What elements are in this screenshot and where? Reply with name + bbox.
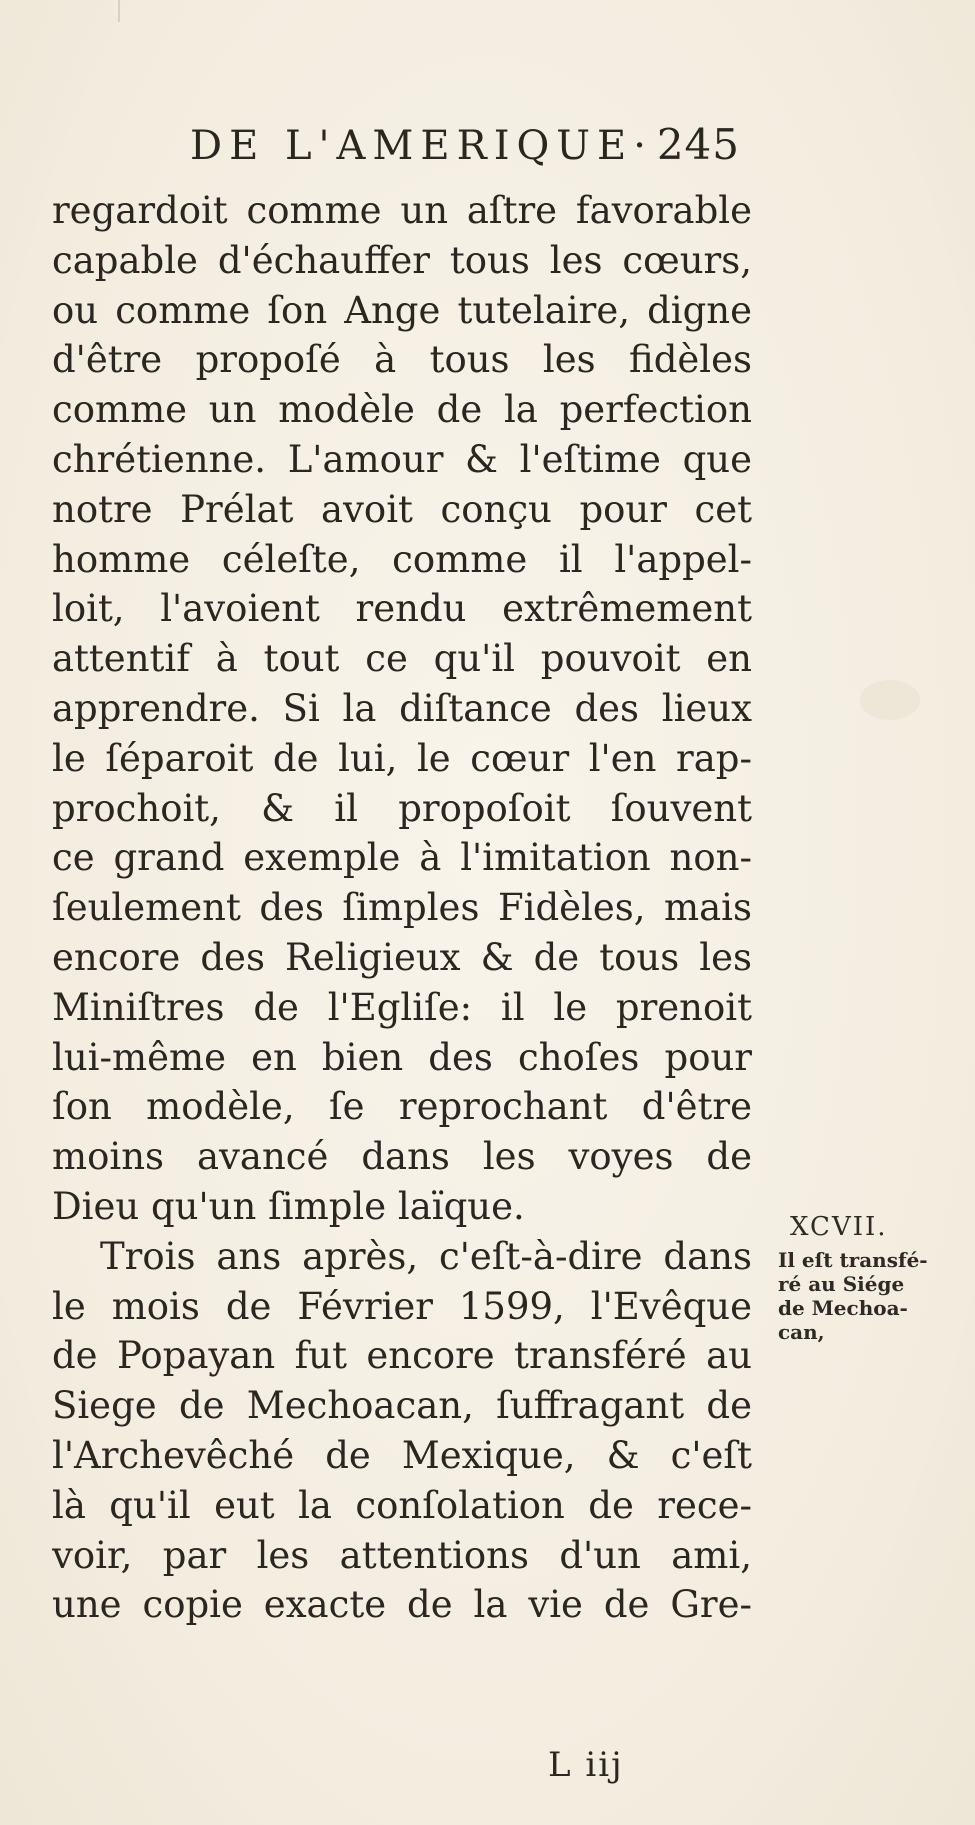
text-line: capable d'échauffer tous les cœurs, <box>52 238 752 282</box>
text-line: ſon modèle, ſe reprochant d'être <box>52 1085 752 1129</box>
text-line: lui-même en bien des choſes pour <box>52 1035 752 1079</box>
marginal-note-line: can, <box>778 1320 825 1344</box>
text-line: apprendre. Si la diſtance des lieux <box>52 686 752 730</box>
text-line: de Popayan fut encore transféré au <box>52 1334 752 1378</box>
text-line: le mois de Février 1599, l'Evêque <box>52 1284 752 1328</box>
paragraph-end-line: Dieu qu'un ſimple laïque. <box>52 1184 525 1228</box>
page-number: 245 <box>656 120 740 169</box>
text-line: une copie exacte de la vie de Gre- <box>52 1583 752 1627</box>
marginal-note-line: de Mechoa- <box>778 1296 908 1320</box>
text-line: voir, par les attentions d'un ami, <box>52 1533 752 1577</box>
text-line: l'Archevêché de Mexique, & c'eſt <box>52 1433 752 1477</box>
text-line: là qu'il eut la conſolation de rece- <box>52 1483 752 1527</box>
text-line: d'être propoſé à tous les fidèles <box>52 338 752 382</box>
running-header <box>190 120 740 169</box>
page-edge-mark <box>118 0 120 22</box>
text-line: ou comme ſon Ange tutelaire, digne <box>52 288 752 332</box>
text-line: Siege de Mechoacan, ſuffragant de <box>52 1384 752 1428</box>
text-line: loit, l'avoient rendu extrêmement <box>52 587 752 631</box>
text-line: encore des Religieux & de tous les <box>52 935 752 979</box>
marginal-note-line: ré au Siége <box>778 1272 905 1296</box>
section-number: XCVII. <box>790 1212 888 1242</box>
marginal-note-line: Il eſt transfé- <box>778 1248 928 1272</box>
running-title: DE L'AMERIQUE· <box>190 123 653 169</box>
text-line: homme céleſte, comme il l'appel- <box>52 537 752 581</box>
paper-stain <box>860 680 920 720</box>
signature-mark: L iij <box>548 1745 624 1785</box>
text-line: notre Prélat avoit conçu pour cet <box>52 487 752 531</box>
text-line: moins avancé dans les voyes de <box>52 1135 752 1179</box>
paragraph-start-line: Trois ans après, c'eſt-à-dire dans <box>100 1234 752 1278</box>
text-line: le ſéparoit de lui, le cœur l'en rap- <box>52 736 752 780</box>
marginal-note <box>778 1212 968 1344</box>
text-line: Miniſtres de l'Egliſe: il le prenoit <box>52 985 752 1029</box>
text-line: ſeulement des ſimples Fidèles, mais <box>52 886 752 930</box>
main-text-block <box>52 186 752 1630</box>
text-line: ce grand exemple à l'imitation non- <box>52 836 752 880</box>
text-line: comme un modèle de la perfection <box>52 388 752 432</box>
text-line: regardoit comme un aſtre favorable <box>52 189 752 232</box>
text-line: prochoit, & il propoſoit ſouvent <box>52 786 752 830</box>
text-line: chrétienne. L'amour & l'eſtime que <box>52 437 752 481</box>
text-line: attentif à tout ce qu'il pouvoit en <box>52 637 752 681</box>
